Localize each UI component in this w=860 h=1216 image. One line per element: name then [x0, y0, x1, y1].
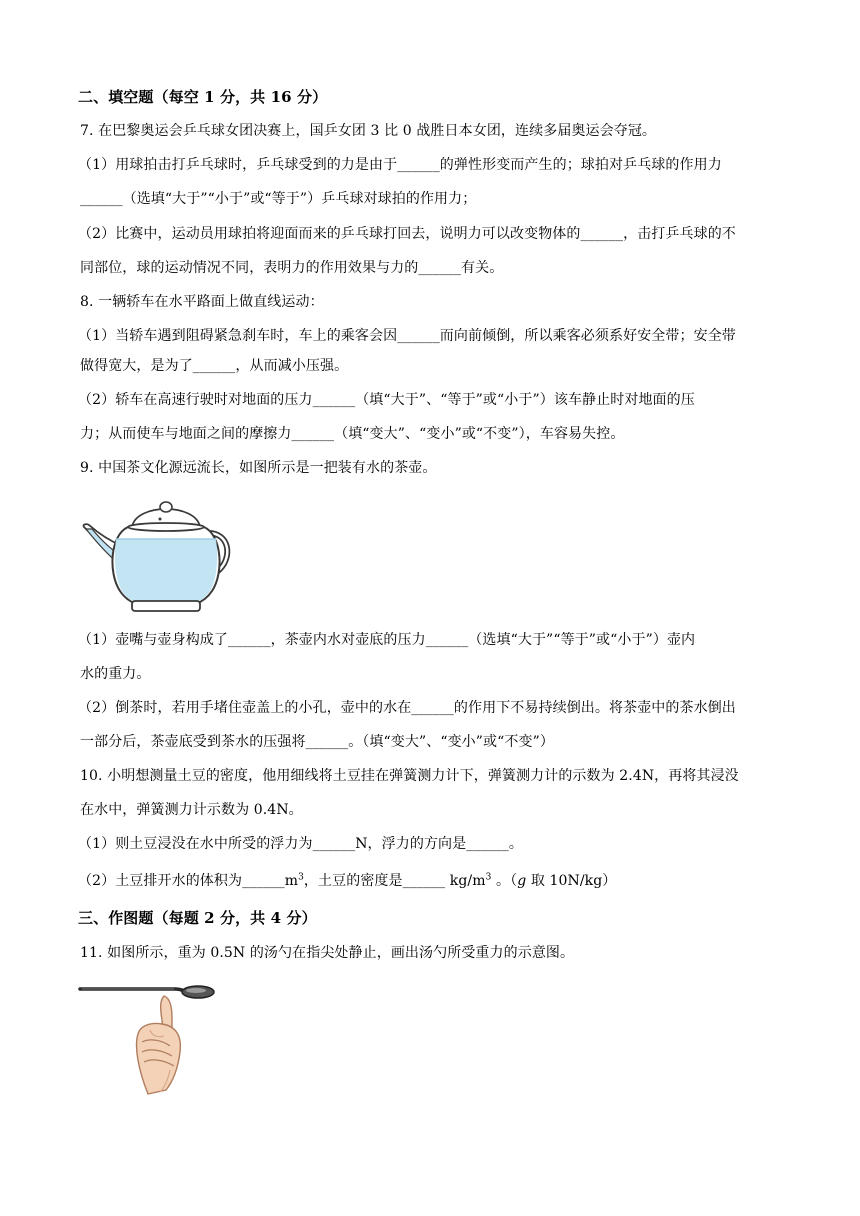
q10-part2-sup-2: 3: [485, 872, 492, 883]
q9-stem: 9. 中国茶文化源远流长，如图所示是一把装有水的茶壶。: [80, 460, 437, 476]
q7-part2-line2: 同部位，球的运动情况不同，表明力的作用效果与力的______有关。: [80, 260, 504, 276]
q10-part2-sup-1: 3: [298, 872, 304, 883]
q10-part2-g-symbol: g: [517, 873, 527, 889]
q10-stem-line2: 在水中，弹簧测力计示数为 0.4N。: [80, 802, 303, 818]
q7-part1-line1: （1）用球拍击打乒乓球时，乒乓球受到的力是由于______的弹性形变而产生的；球拍对乒乓球的作用力: [78, 157, 722, 173]
q11-stem: 11. 如图所示，重为 0.5N 的汤勺在指尖处静止，画出汤勺所受重力的示意图。: [80, 945, 575, 961]
q7-part1-line2: ______（选填“大于”“小于”或“等于”）乒乓球对球拍的作用力；: [80, 191, 477, 207]
q8-part1-line1: （1）当轿车遇到阻碍紧急刹车时，车上的乘客会因______而向前倾倒，所以乘客必须系好安全带；安全带: [78, 328, 736, 344]
q9-part2-line1: （2）倒茶时，若用手堵住壶盖上的小孔，壶中的水在______的作用下不易持续倒出。将茶壶中的茶水倒出: [78, 700, 736, 716]
q7-part2-line1: （2）比赛中，运动员用球拍将迎面而来的乒乓球打回去，说明力可以改变物体的______，击打乒乓球的不: [78, 226, 736, 242]
spoon-finger-icon: [78, 976, 218, 1096]
q10-part2-text-c: 。（: [491, 873, 518, 889]
q8-stem: 8. 一辆轿车在水平路面上做直线运动：: [80, 294, 324, 310]
q7-stem: 7. 在巴黎奥运会乒乓球女团决赛上，国乒女团 3 比 0 战胜日本女团，连续多届奥运会夺冠。: [80, 123, 657, 139]
q9-part1-line1: （1）壶嘴与壶身构成了______，茶壶内水对壶底的压力______（选填“大于”“等于”或“小于”）壶内: [78, 632, 696, 648]
q10-part2-text-d: 取 10N/kg）: [526, 873, 617, 889]
q9-part1-line2: 水的重力。: [80, 666, 151, 682]
q10-part2-text-a: （2）土豆排开水的体积为______m: [78, 873, 299, 889]
q8-part2-line1: （2）轿车在高速行驶时对地面的压力______（填“大于”、“等于”或“小于”）该车静止时对地面的压: [78, 392, 695, 408]
q10-part2: [78, 871, 783, 891]
q8-part2-line2: 力；从而使车与地面之间的摩擦力______（填“变大”、“变小”或“不变”），车容易失控。: [80, 426, 625, 442]
q10-part2-text-b: ，土豆的密度是______ kg/m: [303, 873, 486, 889]
q8-part1-line2: 做得宽大，是为了______，从而减小压强。: [80, 358, 349, 374]
teapot-icon: [80, 495, 235, 615]
spoon-on-finger-figure: [78, 976, 218, 1096]
teapot-figure: [80, 495, 235, 615]
section-heading-drawing: 三、作图题（每题 2 分，共 4 分）: [78, 909, 317, 927]
q10-stem-line1: 10. 小明想测量土豆的密度，他用细线将土豆挂在弹簧测力计下，弹簧测力计的示数为 2.4N，再将其浸没: [80, 768, 739, 784]
q10-part1: （1）则土豆浸没在水中所受的浮力为______N，浮力的方向是______。: [78, 836, 523, 852]
q9-part2-line2: 一部分后，茶壶底受到茶水的压强将______。（填“变大”、“变小”或“不变”）: [80, 734, 554, 750]
section-heading-fill-in: 二、填空题（每空 1 分，共 16 分）: [78, 88, 328, 106]
